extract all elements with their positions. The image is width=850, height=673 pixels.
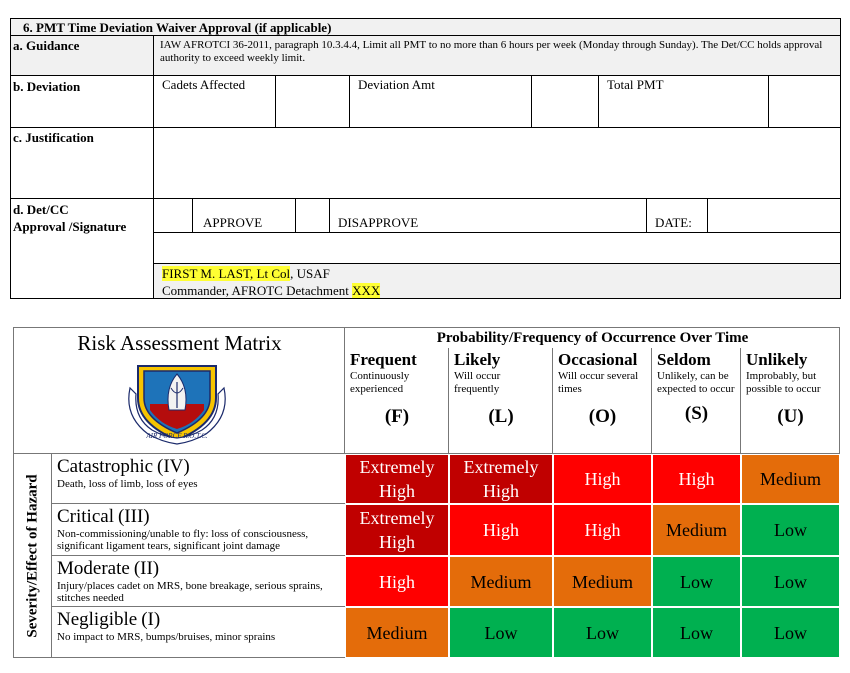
signer-title: Commander, AFROTC Detachment xyxy=(162,283,353,298)
prob-name: Seldom xyxy=(657,350,711,369)
prob-code: (U) xyxy=(777,406,804,427)
date-input[interactable] xyxy=(707,198,841,233)
afrotc-shield-icon xyxy=(124,358,230,446)
justification-label: c. Justification xyxy=(10,127,154,199)
severity-desc: Death, loss of limb, loss of eyes xyxy=(57,478,198,490)
risk-cell: High xyxy=(449,504,553,556)
severity-desc: Non-commissioning/unable to fly: loss of consciousness, significant ligament tears, significant joint damage xyxy=(57,528,309,552)
deviation-amt-label: Deviation Amt xyxy=(349,75,532,128)
prob-code: (S) xyxy=(684,403,709,424)
risk-cell: Medium xyxy=(741,454,840,504)
approve-label: APPROVE xyxy=(192,198,296,233)
approval-label-line2: Approval /Signature xyxy=(13,219,127,234)
severity-code: (II) xyxy=(133,558,160,579)
signer-branch: , USAF xyxy=(290,266,330,281)
risk-matrix xyxy=(13,327,840,658)
risk-cell: Low xyxy=(652,607,741,658)
severity-row-moderate xyxy=(52,556,345,607)
risk-cell: Low xyxy=(741,504,840,556)
justification-input[interactable] xyxy=(153,127,841,199)
severity-row-critical xyxy=(52,504,345,556)
matrix-title: Risk Assessment Matrix xyxy=(77,331,282,355)
severity-name: Negligible xyxy=(57,609,138,630)
probability-columns xyxy=(345,348,840,454)
signature-field[interactable] xyxy=(153,232,841,264)
risk-cell: Medium xyxy=(652,504,741,556)
approve-checkbox[interactable] xyxy=(153,198,193,233)
probability-header: Probability/Frequency of Occurrence Over Time xyxy=(436,330,749,346)
prob-col-frequent xyxy=(345,348,449,454)
risk-cell: Medium xyxy=(345,607,449,658)
risk-cell: Extremely High xyxy=(345,454,449,504)
risk-cell: High xyxy=(652,454,741,504)
prob-desc: Will occur several times xyxy=(558,370,639,395)
severity-axis-label: Severity/Effect of Hazard xyxy=(24,474,41,638)
risk-cell: High xyxy=(345,556,449,607)
disapprove-label: DISAPPROVE xyxy=(329,198,647,233)
cadets-affected-input[interactable] xyxy=(275,75,350,128)
prob-code: (L) xyxy=(488,406,514,427)
prob-col-unlikely xyxy=(741,348,840,454)
signature-block xyxy=(153,263,841,299)
risk-cell: Extremely High xyxy=(345,504,449,556)
risk-cell: Low xyxy=(449,607,553,658)
signer-title-line xyxy=(162,282,832,299)
deviation-label: b. Deviation xyxy=(10,75,154,128)
approval-label xyxy=(10,198,154,299)
waiver-form xyxy=(10,18,841,299)
risk-cell: Medium xyxy=(449,556,553,607)
signer-det: XXX xyxy=(352,283,381,298)
prob-col-seldom xyxy=(652,348,741,454)
severity-name: Critical xyxy=(57,506,114,527)
severity-rows xyxy=(52,454,345,658)
severity-row-negligible xyxy=(52,607,345,658)
prob-name: Unlikely xyxy=(746,350,808,369)
cadets-affected-label: Cadets Affected xyxy=(153,75,276,128)
logo-text: AIR FORCE R.O.T.C. xyxy=(146,432,208,440)
severity-axis xyxy=(14,454,52,658)
risk-cell: Extremely High xyxy=(449,454,553,504)
risk-cell: Low xyxy=(553,607,652,658)
deviation-amt-input[interactable] xyxy=(531,75,599,128)
signer-name: FIRST M. LAST, Lt Col xyxy=(162,266,291,281)
prob-desc: Unlikely, can be expected to occur xyxy=(657,370,735,395)
prob-code: (F) xyxy=(384,406,410,427)
risk-grid xyxy=(345,454,840,658)
prob-col-occasional xyxy=(553,348,652,454)
risk-cell: Low xyxy=(741,607,840,658)
total-pmt-input[interactable] xyxy=(768,75,841,128)
severity-name: Catastrophic xyxy=(57,456,154,477)
severity-desc: No impact to MRS, bumps/bruises, minor sprains xyxy=(57,631,276,643)
guidance-label: a. Guidance xyxy=(10,35,154,76)
disapprove-checkbox[interactable] xyxy=(295,198,330,233)
risk-cell: High xyxy=(553,454,652,504)
severity-code: (IV) xyxy=(157,456,190,477)
severity-row-catastrophic xyxy=(52,454,345,504)
prob-col-likely xyxy=(449,348,553,454)
guidance-text: IAW AFROTCI 36-2011, paragraph 10.3.4.4, Limit all PMT to no more than 6 hours per week (Monday through Sunday). The Det/CC holds approval authority to exceed weekly limit. xyxy=(153,35,841,76)
signer-line xyxy=(162,265,832,282)
risk-cell: Low xyxy=(652,556,741,607)
total-pmt-label: Total PMT xyxy=(598,75,769,128)
risk-cell: Low xyxy=(741,556,840,607)
section-title: 6. PMT Time Deviation Waiver Approval (if applicable) xyxy=(10,18,841,36)
prob-name: Frequent xyxy=(350,350,417,369)
date-label: DATE: xyxy=(646,198,708,233)
risk-cell: Medium xyxy=(553,556,652,607)
severity-name: Moderate xyxy=(57,558,130,579)
matrix-title-box xyxy=(14,328,345,454)
approval-label-line1: d. Det/CC xyxy=(13,202,69,217)
prob-desc: Will occur frequently xyxy=(454,370,501,395)
risk-cell: High xyxy=(553,504,652,556)
severity-desc: Injury/places cadet on MRS, bone breakage, serious sprains, stitches needed xyxy=(57,580,323,604)
severity-code: (I) xyxy=(141,609,161,630)
severity-code: (III) xyxy=(117,506,150,527)
prob-code: (O) xyxy=(588,406,617,427)
prob-name: Occasional xyxy=(558,350,638,369)
prob-desc: Improbably, but possible to occur xyxy=(746,370,821,395)
prob-name: Likely xyxy=(454,350,501,369)
prob-desc: Continuously experienced xyxy=(350,370,410,395)
